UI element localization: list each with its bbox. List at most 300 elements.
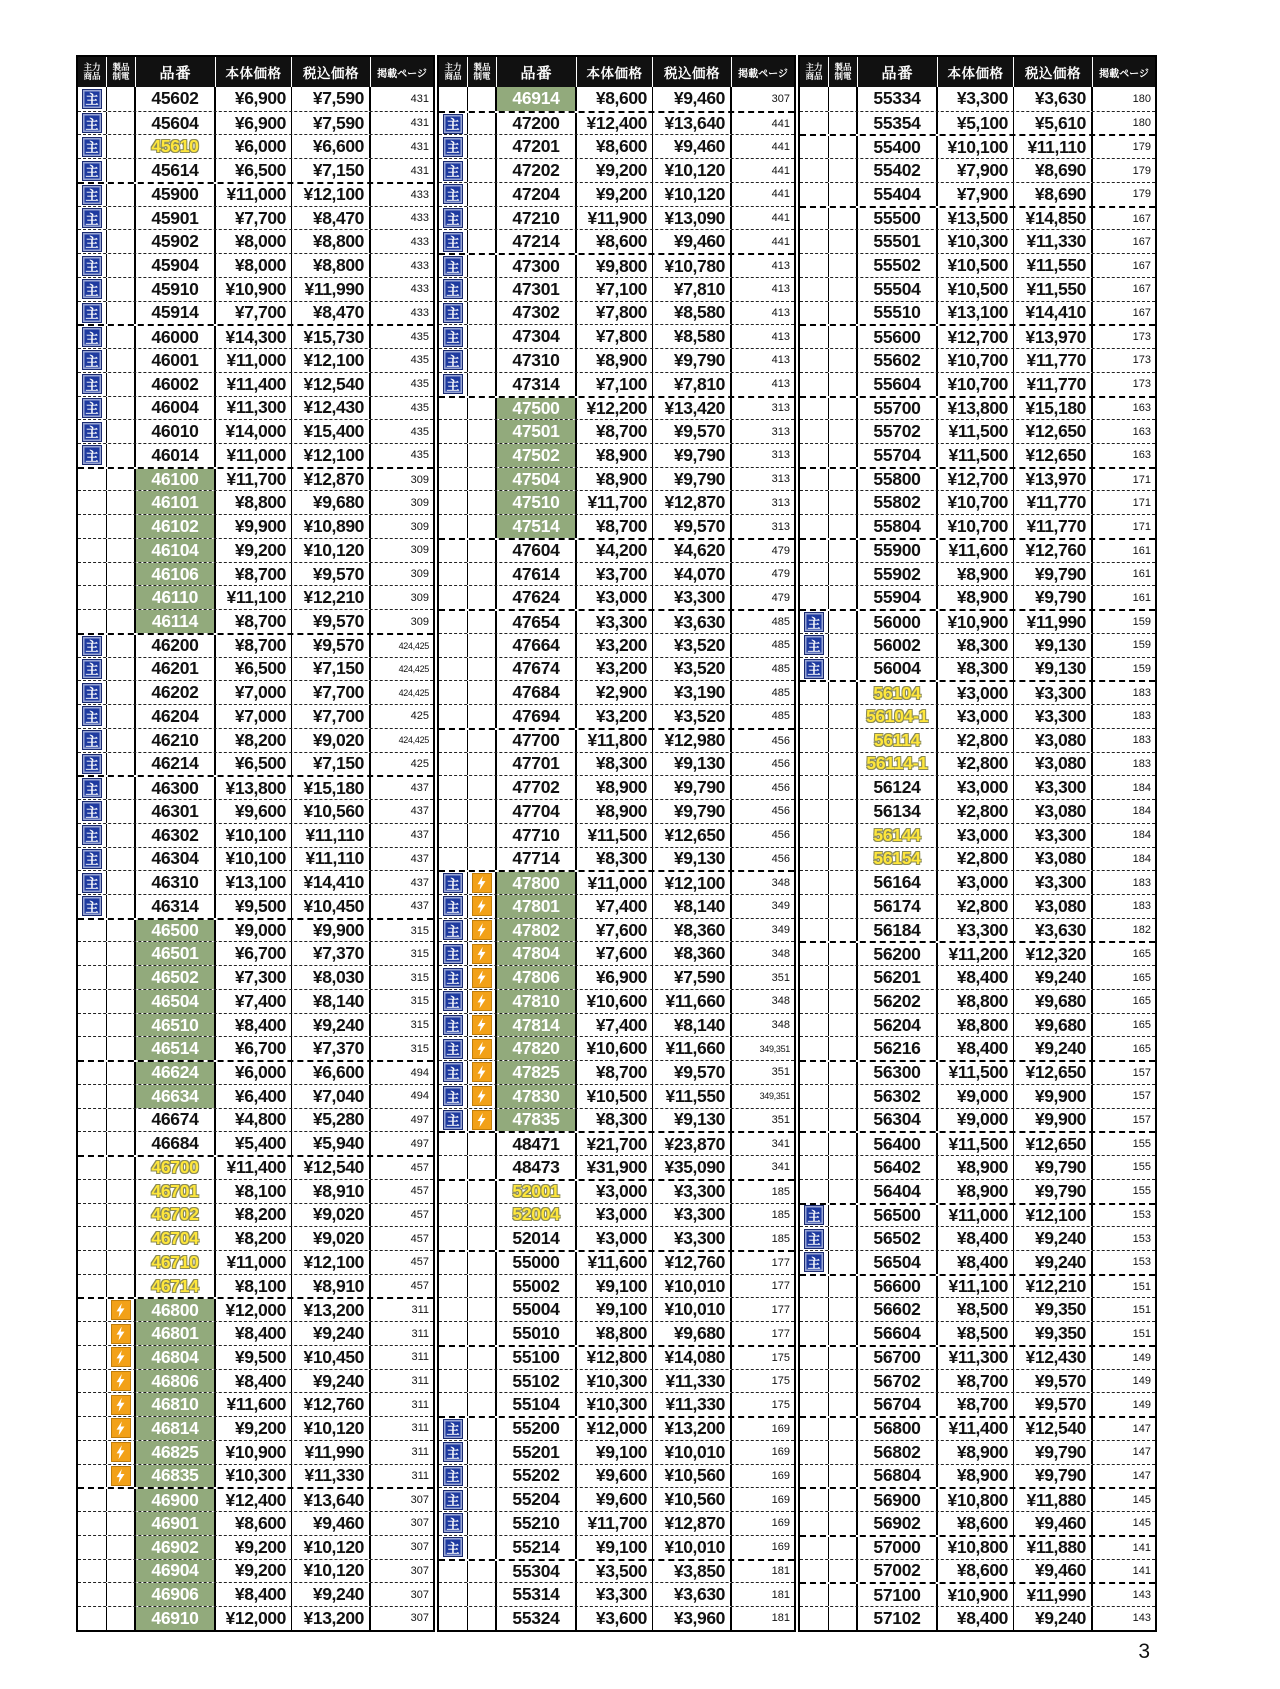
base-price: ¥3,000 — [577, 1181, 653, 1203]
anti-static-badge — [472, 991, 492, 1011]
table-row — [800, 1036, 1155, 1060]
main-product-cell — [439, 87, 468, 111]
product-number: 56184 — [858, 919, 938, 942]
catalog-page-ref: 182 — [1132, 924, 1151, 937]
product-number: 55202 — [497, 1465, 577, 1488]
anti-static-cell — [468, 398, 497, 420]
main-product-cell — [800, 302, 829, 325]
base-price: ¥8,900 — [577, 468, 653, 491]
main-product-badge: 主 — [804, 659, 824, 679]
catalog-page-ref: 169 — [771, 1541, 790, 1554]
anti-static-badge — [111, 1466, 131, 1486]
base-price: ¥8,800 — [577, 1322, 653, 1345]
main-product-cell — [439, 230, 468, 253]
anti-static-cell — [468, 540, 497, 562]
base-price: ¥4,800 — [216, 1109, 292, 1132]
table-row — [800, 111, 1155, 135]
catalog-page-ref: 147 — [1132, 1446, 1151, 1459]
tax-included-price: ¥3,300 — [1014, 871, 1093, 894]
anti-static-cell — [107, 1560, 136, 1583]
main-product-cell — [439, 373, 468, 396]
tax-included-price: ¥15,730 — [292, 326, 371, 348]
product-number: 48473 — [497, 1156, 577, 1179]
main-product-badge: 主 — [443, 920, 463, 940]
base-price: ¥9,100 — [577, 1536, 653, 1559]
base-price: ¥8,900 — [938, 1465, 1014, 1488]
tax-included-price: ¥3,300 — [653, 1181, 732, 1203]
tax-included-price: ¥10,890 — [292, 515, 371, 538]
table-row — [800, 1345, 1155, 1369]
table-row — [800, 1582, 1155, 1606]
tax-included-price: ¥3,520 — [653, 658, 732, 681]
anti-static-badge — [111, 1347, 131, 1367]
catalog-page-ref: 151 — [1132, 1327, 1151, 1340]
header-anti-static: 製品 制電 — [107, 57, 136, 87]
table-row — [800, 1250, 1155, 1274]
main-product-badge: 主 — [82, 279, 102, 299]
anti-static-cell — [468, 1227, 497, 1250]
base-price: ¥3,000 — [938, 776, 1014, 799]
anti-static-cell — [829, 420, 858, 443]
table-row — [800, 1203, 1155, 1227]
table-row — [439, 847, 794, 871]
anti-static-cell — [829, 729, 858, 752]
base-price: ¥11,800 — [577, 730, 653, 752]
base-price: ¥10,500 — [938, 254, 1014, 277]
product-number: 46804 — [136, 1346, 216, 1369]
table-row — [800, 1440, 1155, 1464]
anti-static-cell — [107, 920, 136, 942]
main-product-cell — [800, 183, 829, 206]
base-price: ¥12,400 — [577, 113, 653, 135]
anti-static-cell — [829, 87, 858, 111]
tax-included-price: ¥11,990 — [1014, 611, 1093, 633]
table-row — [78, 823, 433, 847]
catalog-page-ref: 311 — [411, 1446, 429, 1459]
table-row — [800, 823, 1155, 847]
base-price: ¥8,200 — [216, 1204, 292, 1227]
anti-static-cell — [829, 753, 858, 776]
base-price: ¥11,400 — [938, 1418, 1014, 1440]
base-price: ¥6,900 — [216, 87, 292, 111]
product-number: 57000 — [858, 1537, 938, 1559]
catalog-page-ref: 311 — [411, 1304, 429, 1317]
tax-included-price: ¥9,790 — [1014, 1441, 1093, 1464]
main-product-badge: 主 — [443, 944, 463, 964]
catalog-page-ref: 307 — [410, 1541, 429, 1554]
catalog-page-ref: 437 — [410, 900, 429, 913]
anti-static-cell — [468, 919, 497, 942]
main-product-cell — [439, 1227, 468, 1250]
tax-included-price: ¥15,180 — [1014, 398, 1093, 420]
base-price: ¥13,800 — [216, 777, 292, 799]
base-price: ¥11,000 — [216, 349, 292, 372]
tax-included-price: ¥10,120 — [292, 1560, 371, 1583]
table-row — [78, 1155, 433, 1179]
anti-static-cell — [468, 895, 497, 918]
main-product-cell — [439, 159, 468, 182]
tax-included-price: ¥8,360 — [653, 942, 732, 965]
product-number: 55604 — [858, 373, 938, 396]
main-product-cell — [439, 1465, 468, 1488]
table-row — [800, 158, 1155, 182]
base-price: ¥8,800 — [938, 1014, 1014, 1037]
catalog-page-ref: 313 — [771, 449, 790, 462]
main-product-cell — [800, 563, 829, 586]
catalog-page-ref: 457 — [410, 1232, 429, 1245]
anti-static-cell — [107, 207, 136, 230]
catalog-page-ref: 485 — [771, 710, 790, 723]
catalog-page-ref: 441 — [771, 140, 790, 153]
main-product-cell — [78, 1322, 107, 1345]
base-price: ¥8,100 — [216, 1275, 292, 1298]
base-price: ¥7,000 — [216, 705, 292, 728]
tax-included-price: ¥8,910 — [292, 1275, 371, 1298]
anti-static-cell — [829, 491, 858, 514]
main-product-cell — [78, 563, 107, 586]
product-number: 47200 — [497, 113, 577, 135]
catalog-page-ref: 348 — [771, 877, 790, 890]
anti-static-cell — [107, 1465, 136, 1488]
catalog-page-ref: 165 — [1132, 1019, 1151, 1031]
anti-static-cell — [468, 183, 497, 206]
anti-static-badge — [472, 896, 492, 916]
anti-static-cell — [468, 1347, 497, 1369]
base-price: ¥7,900 — [938, 183, 1014, 206]
base-price: ¥3,000 — [938, 871, 1014, 894]
product-number: 55902 — [858, 563, 938, 586]
main-product-cell — [439, 705, 468, 728]
base-price: ¥10,300 — [577, 1393, 653, 1416]
anti-static-cell — [829, 183, 858, 206]
base-price: ¥3,000 — [938, 705, 1014, 728]
table-row — [78, 490, 433, 514]
table-row — [439, 585, 794, 609]
product-number: 46114 — [136, 610, 216, 633]
catalog-page-ref: 433 — [410, 283, 429, 296]
product-number: 45910 — [136, 278, 216, 301]
main-product-cell — [800, 444, 829, 467]
catalog-page-ref: 435 — [410, 425, 429, 438]
tax-included-price: ¥13,200 — [292, 1607, 371, 1630]
main-product-cell — [800, 776, 829, 799]
main-product-cell — [800, 1607, 829, 1630]
lightning-icon — [476, 923, 487, 937]
product-number: 47806 — [497, 966, 577, 989]
main-product-badge: 主 — [443, 232, 463, 252]
base-price: ¥8,700 — [216, 563, 292, 586]
anti-static-cell — [468, 753, 497, 776]
anti-static-cell — [829, 1205, 858, 1227]
anti-static-cell — [829, 966, 858, 989]
base-price: ¥14,300 — [216, 326, 292, 348]
product-number: 47502 — [497, 444, 577, 467]
catalog-page-ref: 349,351 — [759, 1091, 790, 1102]
main-product-cell — [800, 112, 829, 135]
table-row — [78, 799, 433, 823]
table-row — [800, 1392, 1155, 1416]
main-product-cell — [78, 254, 107, 277]
tax-included-price: ¥7,150 — [292, 159, 371, 182]
table-row — [78, 1179, 433, 1203]
main-product-cell — [78, 635, 107, 657]
catalog-page-ref: 457 — [410, 1161, 429, 1174]
anti-static-cell — [468, 1441, 497, 1464]
main-product-cell — [439, 1275, 468, 1298]
table-row — [439, 609, 794, 633]
anti-static-cell — [468, 942, 497, 965]
table-body — [78, 87, 433, 1630]
product-number: 55510 — [858, 302, 938, 325]
base-price: ¥8,500 — [938, 1322, 1014, 1345]
tax-included-price: ¥9,130 — [1014, 634, 1093, 657]
product-number: 55700 — [858, 398, 938, 420]
tax-included-price: ¥23,870 — [653, 1133, 732, 1155]
table-row — [800, 657, 1155, 681]
product-number: 55100 — [497, 1347, 577, 1369]
tax-included-price: ¥11,550 — [1014, 254, 1093, 277]
main-product-badge: 主 — [82, 825, 102, 845]
base-price: ¥3,300 — [938, 919, 1014, 942]
tax-included-price: ¥9,900 — [1014, 1085, 1093, 1108]
main-product-cell — [439, 776, 468, 799]
main-product-cell — [800, 469, 829, 491]
main-product-cell — [439, 1488, 468, 1511]
tax-included-price: ¥7,150 — [292, 658, 371, 681]
base-price: ¥7,800 — [577, 302, 653, 325]
tax-included-price: ¥8,580 — [653, 325, 732, 348]
base-price: ¥6,400 — [216, 1085, 292, 1108]
base-price: ¥7,400 — [577, 1014, 653, 1037]
anti-static-cell — [107, 610, 136, 633]
main-product-cell — [439, 1347, 468, 1369]
catalog-page-ref: 315 — [410, 1019, 429, 1031]
anti-static-cell — [468, 1512, 497, 1535]
table-row — [439, 752, 794, 776]
anti-static-cell — [829, 1489, 858, 1511]
anti-static-cell — [829, 776, 858, 799]
base-price: ¥7,600 — [577, 942, 653, 965]
main-product-cell — [800, 230, 829, 253]
anti-static-cell — [468, 1109, 497, 1132]
catalog-page-ref: 456 — [771, 734, 790, 747]
anti-static-cell — [468, 966, 497, 989]
tax-included-price: ¥11,330 — [292, 1465, 371, 1488]
anti-static-cell — [829, 1512, 858, 1535]
main-product-cell — [439, 1607, 468, 1630]
catalog-page-ref: 169 — [771, 1422, 790, 1435]
anti-static-cell — [468, 1607, 497, 1630]
main-product-badge: 主 — [82, 849, 102, 869]
catalog-page-ref: 179 — [1132, 164, 1151, 177]
lightning-icon — [476, 1042, 487, 1056]
main-product-cell — [78, 990, 107, 1013]
catalog-page-ref: 413 — [771, 283, 790, 296]
catalog-page-ref: 173 — [1132, 378, 1151, 391]
catalog-page-ref: 177 — [771, 1280, 790, 1293]
catalog-page-ref: 177 — [771, 1303, 790, 1316]
tax-included-price: ¥3,850 — [653, 1561, 732, 1583]
base-price: ¥13,800 — [938, 398, 1014, 420]
base-price: ¥11,400 — [216, 373, 292, 396]
anti-static-cell — [829, 469, 858, 491]
product-number: 56502 — [858, 1227, 938, 1250]
catalog-page-ref: 169 — [771, 1517, 790, 1530]
product-number: 47500 — [497, 398, 577, 420]
base-price: ¥8,200 — [216, 1227, 292, 1250]
main-product-cell — [78, 1441, 107, 1464]
product-number: 46634 — [136, 1085, 216, 1108]
product-number: 47301 — [497, 278, 577, 301]
base-price: ¥9,200 — [216, 1536, 292, 1559]
main-product-cell — [800, 208, 829, 230]
main-product-badge: 主 — [443, 1466, 463, 1486]
catalog-page-ref: 173 — [1132, 354, 1151, 367]
table-row — [78, 277, 433, 301]
main-product-cell — [78, 112, 107, 135]
catalog-page-ref: 153 — [1132, 1209, 1151, 1222]
table-row — [78, 1464, 433, 1488]
tax-included-price: ¥3,300 — [1014, 824, 1093, 847]
table-row — [78, 1511, 433, 1535]
product-number: 47504 — [497, 468, 577, 491]
product-number: 46501 — [136, 942, 216, 965]
tax-included-price: ¥9,570 — [653, 515, 732, 538]
product-number: 46004 — [136, 397, 216, 420]
product-number: 46310 — [136, 871, 216, 894]
table-row — [439, 1416, 794, 1440]
lightning-icon — [115, 1303, 126, 1317]
catalog-page-ref: 147 — [1132, 1469, 1151, 1482]
table-row — [78, 1416, 433, 1440]
main-product-badge: 主 — [82, 89, 102, 109]
table-row — [800, 206, 1155, 230]
main-product-badge: 主 — [82, 232, 102, 252]
base-price: ¥10,300 — [938, 230, 1014, 253]
table-row — [800, 229, 1155, 253]
main-product-cell — [800, 540, 829, 562]
table-row — [439, 1250, 794, 1274]
product-number: 47300 — [497, 255, 577, 277]
catalog-page-ref: 433 — [410, 188, 429, 201]
base-price: ¥8,400 — [938, 1037, 1014, 1060]
main-product-cell — [439, 302, 468, 325]
main-product-cell — [800, 326, 829, 348]
anti-static-cell — [468, 848, 497, 871]
product-number: 56304 — [858, 1109, 938, 1132]
anti-static-cell — [829, 444, 858, 467]
tax-included-price: ¥12,100 — [292, 444, 371, 467]
main-product-cell — [800, 1418, 829, 1440]
anti-static-cell — [829, 634, 858, 657]
main-product-cell — [800, 1441, 829, 1464]
anti-static-cell — [829, 1180, 858, 1203]
catalog-page-ref: 167 — [1132, 306, 1151, 319]
catalog-page-ref: 435 — [410, 354, 429, 367]
product-number: 55402 — [858, 159, 938, 182]
base-price: ¥12,700 — [938, 469, 1014, 491]
product-number: 55800 — [858, 469, 938, 491]
product-number: 55502 — [858, 254, 938, 277]
anti-static-cell — [468, 325, 497, 348]
table-row — [78, 1487, 433, 1511]
anti-static-cell — [829, 1560, 858, 1583]
product-number: 55210 — [497, 1512, 577, 1535]
tax-included-price: ¥15,180 — [292, 777, 371, 799]
base-price: ¥2,800 — [938, 895, 1014, 918]
main-product-badge: 主 — [82, 730, 102, 750]
main-product-cell — [78, 349, 107, 372]
tax-included-price: ¥9,790 — [1014, 1180, 1093, 1203]
base-price: ¥11,400 — [216, 1157, 292, 1179]
base-price: ¥11,600 — [577, 1252, 653, 1274]
catalog-page-ref: 485 — [771, 616, 790, 629]
catalog-page-ref: 143 — [1132, 1589, 1151, 1602]
anti-static-cell — [107, 753, 136, 776]
table-row — [800, 728, 1155, 752]
anti-static-cell — [468, 1561, 497, 1583]
table-row — [439, 443, 794, 467]
main-product-cell — [78, 753, 107, 776]
catalog-page-ref: 185 — [771, 1208, 790, 1221]
base-price: ¥6,000 — [216, 1062, 292, 1084]
price-table-left — [76, 55, 435, 1632]
main-product-badge: 主 — [82, 161, 102, 181]
main-product-badge: 主 — [82, 185, 102, 205]
product-number: 56200 — [858, 943, 938, 965]
catalog-page-ref: 167 — [1132, 283, 1151, 296]
product-number: 52014 — [497, 1227, 577, 1250]
base-price: ¥9,600 — [216, 800, 292, 823]
base-price: ¥11,500 — [938, 420, 1014, 443]
tax-included-price: ¥8,580 — [653, 302, 732, 325]
product-number: 46704 — [136, 1227, 216, 1250]
table-row — [78, 728, 433, 752]
anti-static-cell — [468, 230, 497, 253]
tax-included-price: ¥11,990 — [292, 1441, 371, 1464]
table-row — [800, 965, 1155, 989]
table-row — [78, 1392, 433, 1416]
table-row — [78, 1582, 433, 1606]
base-price: ¥11,500 — [938, 1062, 1014, 1084]
catalog-page-ref: 165 — [1132, 948, 1151, 961]
product-number: 46624 — [136, 1062, 216, 1084]
tax-included-price: ¥10,450 — [292, 1346, 371, 1369]
base-price: ¥7,300 — [216, 966, 292, 989]
lightning-icon — [476, 899, 487, 913]
product-number: 46906 — [136, 1583, 216, 1606]
product-number: 46901 — [136, 1512, 216, 1535]
tax-included-price: ¥9,790 — [653, 776, 732, 799]
main-product-cell — [78, 1560, 107, 1583]
main-product-cell — [439, 420, 468, 443]
tax-included-price: ¥8,470 — [292, 302, 371, 325]
tax-included-price: ¥12,650 — [1014, 420, 1093, 443]
catalog-page-ref: 157 — [1132, 1113, 1151, 1126]
main-product-cell — [78, 777, 107, 799]
tax-included-price: ¥9,790 — [1014, 1465, 1093, 1488]
main-product-badge: 主 — [82, 706, 102, 726]
main-product-cell — [439, 586, 468, 609]
product-number: 46314 — [136, 895, 216, 918]
catalog-page-ref: 309 — [410, 473, 429, 486]
main-product-cell — [439, 255, 468, 277]
catalog-page-ref: 153 — [1132, 1256, 1151, 1269]
table-row — [800, 1060, 1155, 1084]
catalog-page-ref: 183 — [1132, 757, 1151, 770]
product-number: 46201 — [136, 658, 216, 681]
table-row — [439, 490, 794, 514]
